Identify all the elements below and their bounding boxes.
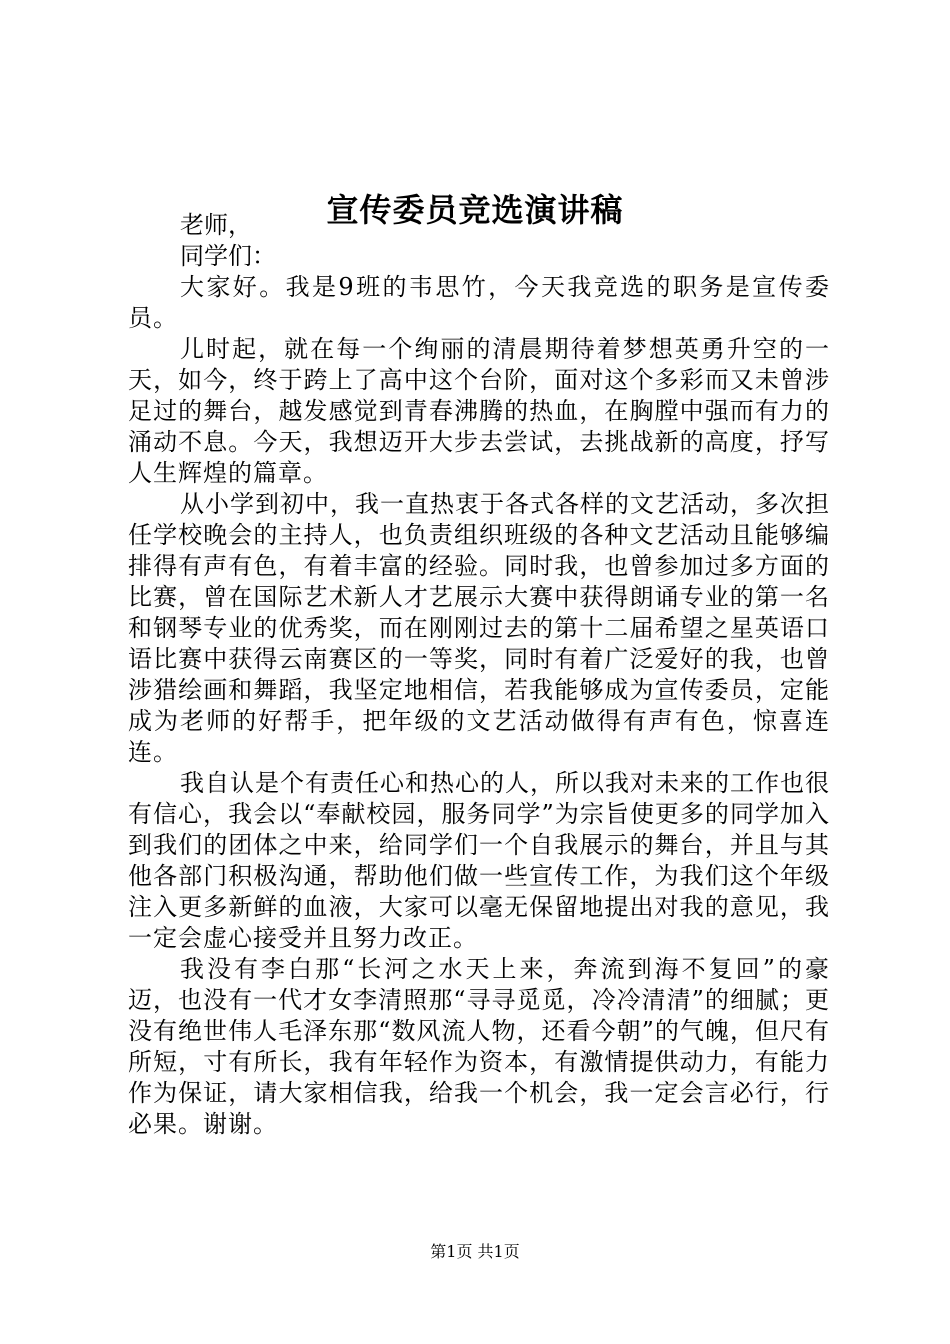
- page-number-footer: 第1页 共1页: [430, 1242, 520, 1261]
- paragraph-dream: 儿时起，就在每一个绚丽的清晨期待着梦想英勇升空的一天，如今，终于跨上了高中这个台阶，面对这个多彩而又未曾涉足过的舞台，越发感觉到青春沸腾的热血，在胸膛中强而有力的涌动不息。今天，我想迈开大步去尝试，去挑战新的高度，抒写人生辉煌的篇章。: [128, 335, 830, 487]
- salutation-students: 同学们：: [180, 242, 276, 270]
- paragraph-experience: 从小学到初中，我一直热衷于各式各样的文艺活动，多次担任学校晚会的主持人，也负责组织班级的各种文艺活动且能够编排得有声有色，有着丰富的经验。同时我，也曾参加过多方面的比赛，曾在国际艺术新人才艺展示大赛中获得朗诵专业的第一名和钢琴专业的优秀奖，而在刚刚过去的第十二届希望之星英语口语比赛中获得云南赛区的一等奖，同时有着广泛爱好的我，也曾涉猎绘画和舞蹈，我坚定地相信，若我能够成为宣传委员，定能成为老师的好帮手，把年级的文艺活动做得有声有色，惊喜连连。: [128, 490, 830, 766]
- salutation-teachers: 老师，: [180, 211, 252, 239]
- document-body: [128, 210, 830, 1140]
- paragraph-intro: 大家好。我是9班的韦思竹，今天我竞选的职务是宣传委员。: [128, 273, 830, 332]
- paragraph-closing: 我没有李白那“长河之水天上来，奔流到海不复回”的豪迈，也没有一代才女李清照那“寻寻觅觅，冷冷清清”的细腻；更没有绝世伟人毛泽东那“数风流人物，还看今朝”的气魄，但尺有所短，寸有所长，我有年轻作为资本，有激情提供动力，有能力作为保证，请大家相信我，给我一个机会，我一定会言必行，行必果。谢谢。: [128, 955, 830, 1138]
- paragraph-commitment: 我自认是个有责任心和热心的人，所以我对未来的工作也很有信心，我会以“奉献校园，服务同学”为宗旨使更多的同学加入到我们的团体之中来，给同学们一个自我展示的舞台，并且与其他各部门积极沟通，帮助他们做一些宣传工作，为我们这个年级注入更多新鲜的血液，大家可以毫无保留地提出对我的意见，我一定会虚心接受并且努力改正。: [128, 769, 830, 952]
- document-title: 宣传委员竞选演讲稿: [326, 191, 624, 229]
